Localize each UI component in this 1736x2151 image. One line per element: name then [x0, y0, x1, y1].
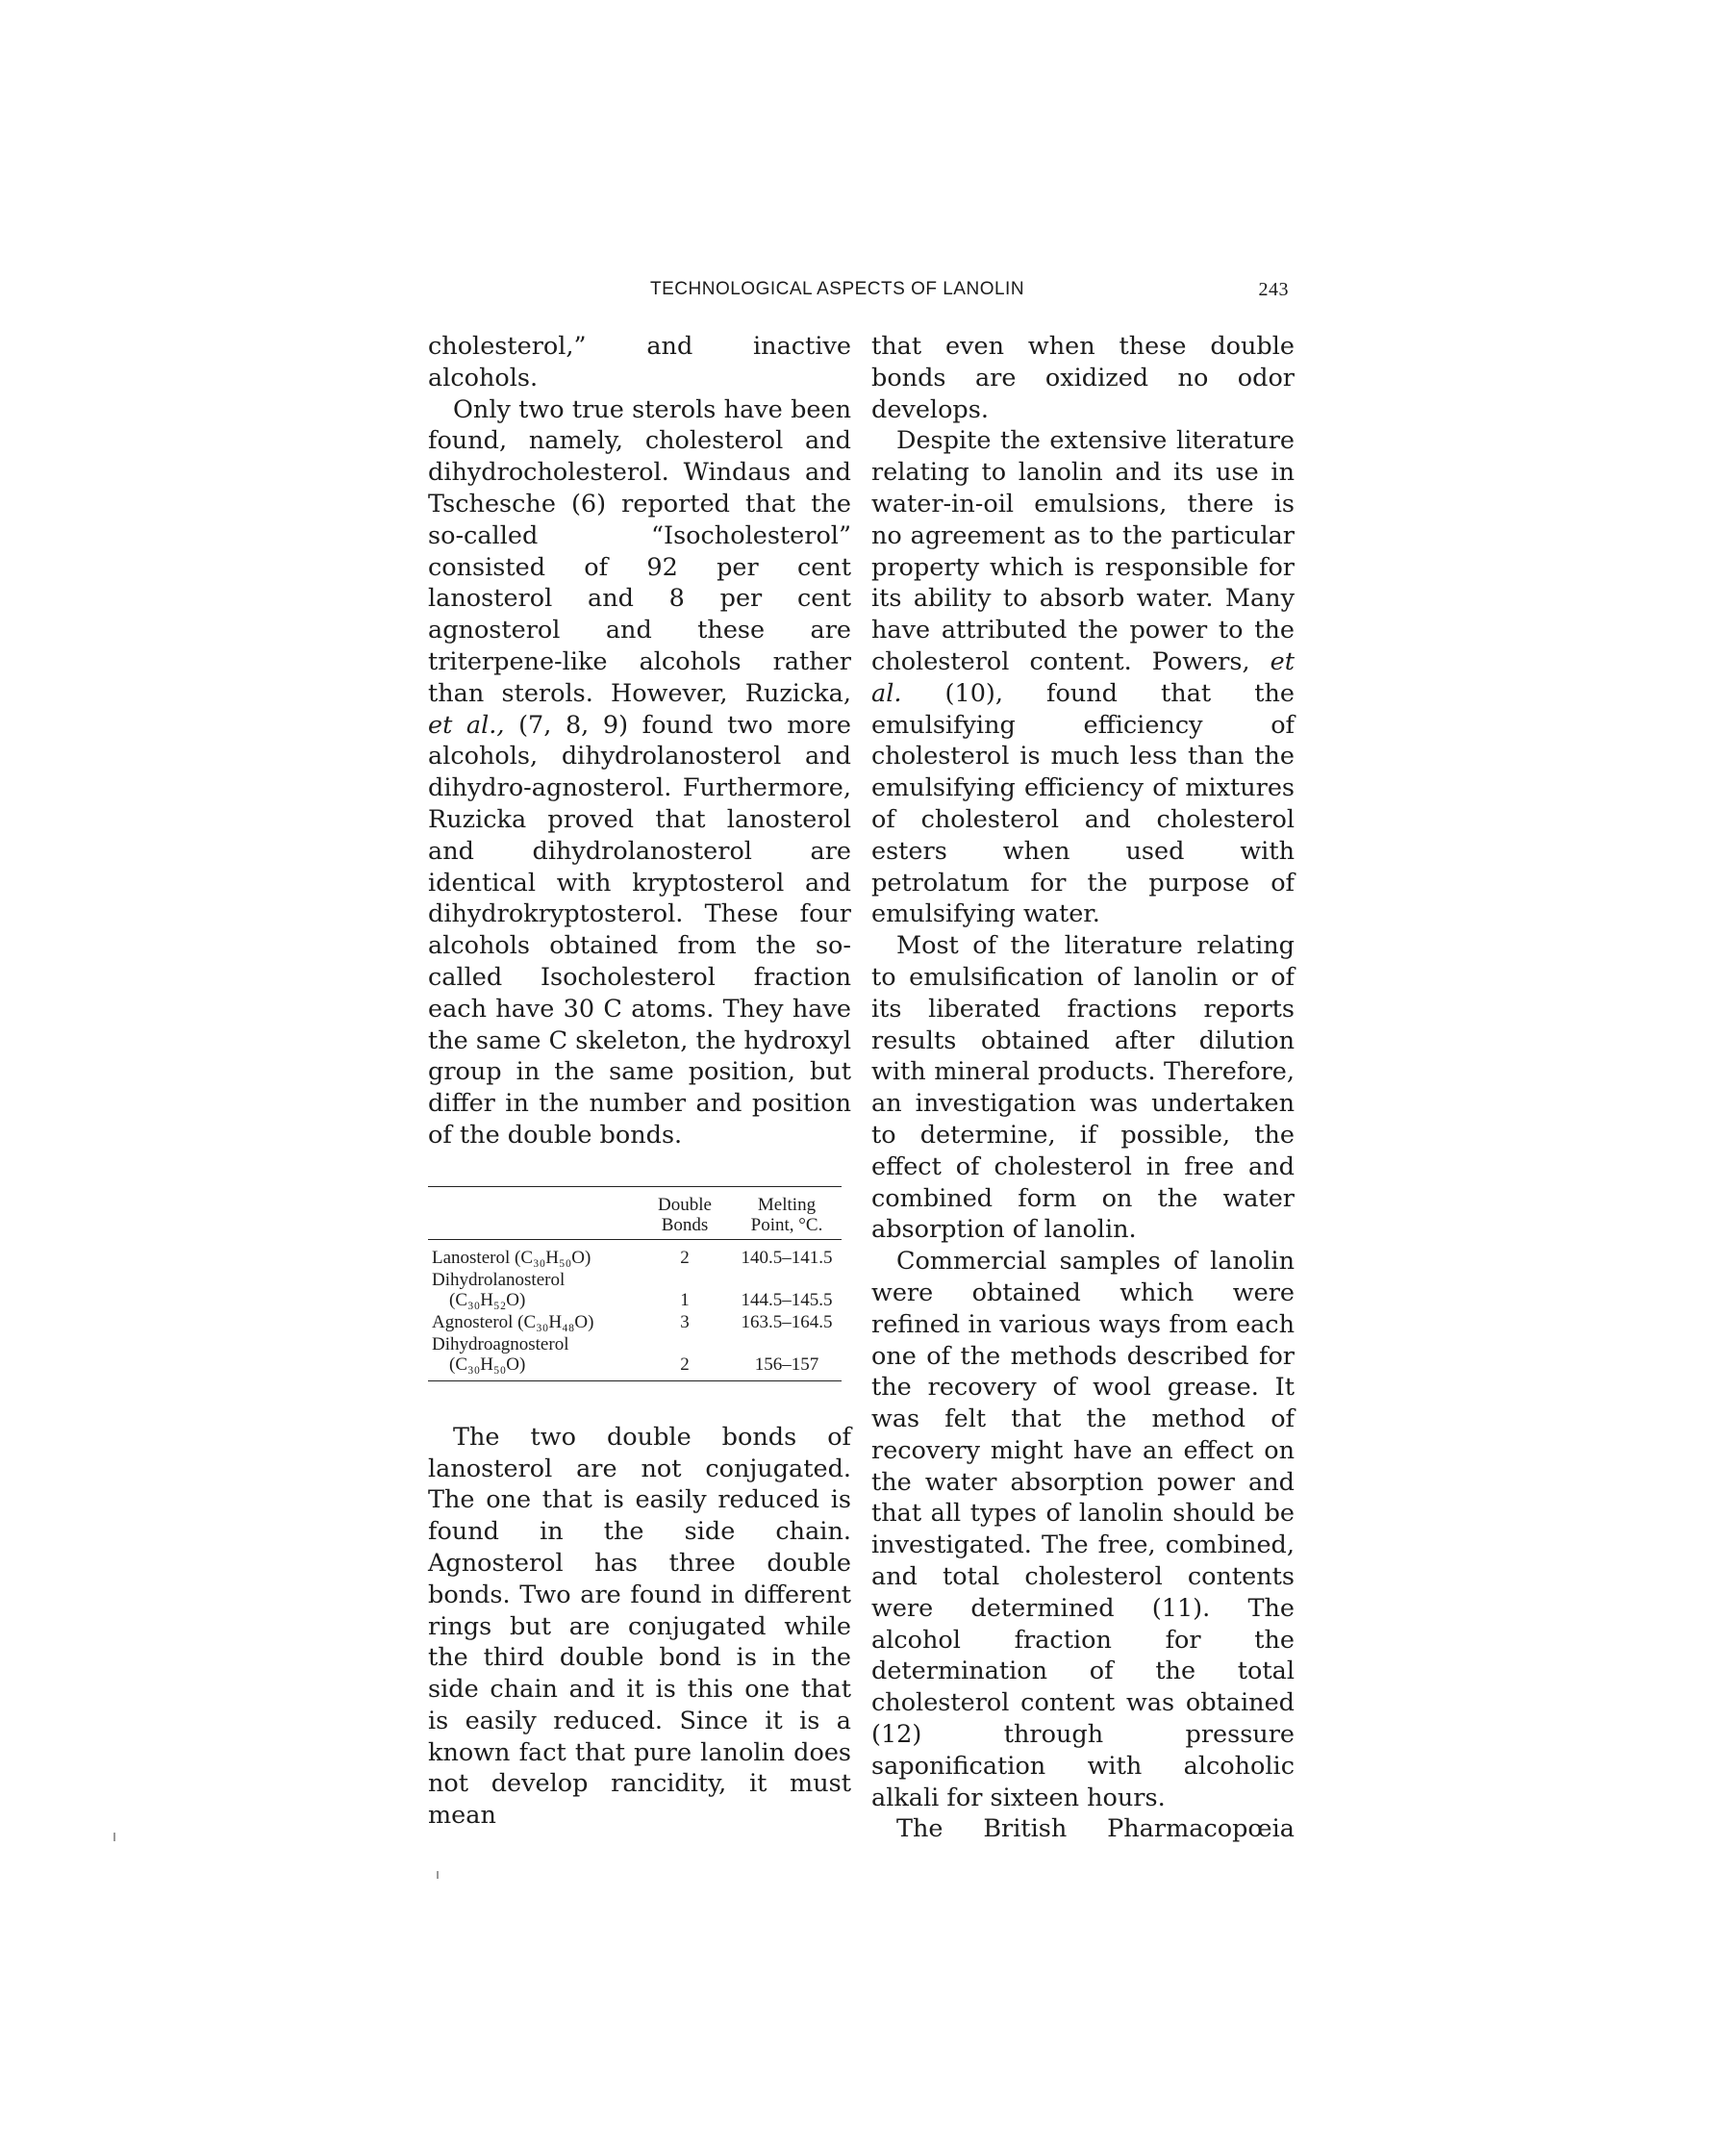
sterol-name-text: Dihydroagnosterol	[432, 1333, 569, 1354]
paragraph: that even when these double bonds are oxidized no odor develops.	[871, 332, 1295, 424]
paragraph-text: (10), found that the emulsifying efficiency of cholesterol is much less than the emulsifying efficiency of mixtures of cholesterol and cholesterol esters when used with petrolatum for the purpose of emulsifying water.	[871, 678, 1295, 929]
paragraph-text: Despite the extensive literature relating to lanolin and its use in water-in-oil emulsions, there is no agreement as to the particular property which is responsible for its ability to absorb water. Many have attributed the power to the cholesterol content. Powers,	[871, 426, 1295, 676]
double-bonds: 1	[680, 1289, 690, 1310]
table-header-cell: Melting Point, °C.	[750, 1194, 823, 1235]
melting-point: 163.5–164.5	[741, 1311, 833, 1332]
sterol-name	[428, 1239, 638, 1269]
paragraph: cholesterol,” and inactive alcohols.	[428, 332, 851, 392]
double-bonds: 2	[680, 1354, 690, 1375]
paragraph-text: Only two true sterols have been found, namely, cholesterol and dihydrocholesterol. Windaus and Tschesche (6) reported that the so-called “Isocholesterol” consisted of 92 per cent lanosterol and 8 per cent agnosterol and these are triterpene-like alcohols rather than sterols. However, Ruzicka,	[428, 394, 851, 708]
double-bonds: 3	[680, 1311, 690, 1332]
table-row	[428, 1239, 842, 1269]
right-column	[871, 331, 1295, 1845]
melting-point: 140.5–141.5	[741, 1247, 833, 1268]
melting-point: 144.5–145.5	[741, 1289, 833, 1310]
left-column	[428, 331, 851, 1832]
sterol-formula: (C₃₀H₅₀O)	[449, 1354, 526, 1375]
paragraph: Commercial samples of lanolin were obtained which were refined in various ways from each one of the methods described for the recovery of wool grease. It was felt that the method of recovery might have an effect on the water absorption power and that all types of lanolin should be investigated. The free, combined, and total cholesterol contents were determined (11). The alcohol fraction for the determination of the total cholesterol content was obtained (12) through pressure saponification with alcoholic alkali for sixteen hours.	[871, 1247, 1295, 1812]
sterol-name-text: Agnosterol (C₃₀H₄₈O)	[432, 1311, 594, 1332]
citation-italic: et al.	[871, 646, 1295, 708]
paragraph-text: (7, 8, 9) found two more alcohols, dihydrolanosterol and dihydro-agnosterol. Furthermore, Ruzicka proved that lanosterol and dihydrolanosterol are identical with kryptosterol and dihydrokryptosterol. These four alcohols obtained from the so-called Isocholesterol fraction each have 30 C atoms. They have the same C skeleton, the hydroxyl group in the same position, but differ in the number and position of the double bonds.	[428, 710, 852, 1150]
sterols-table	[428, 1186, 842, 1381]
table-header-cell	[428, 1186, 638, 1239]
sterol-name-text: Lanosterol (C₃₀H₅₀O)	[432, 1247, 591, 1268]
paragraph: The two double bonds of lanosterol are not conjugated. The one that is easily reduced is found in the side chain. Agnosterol has three double bonds. Two are found in different rings but are conjugated while the third double bond is in the side chain and it is this one that is easily reduced. Since it is a known fact that pure lanolin does not develop rancidity, it must mean	[428, 1422, 851, 1831]
paragraph: Most of the literature relating to emulsification of lanolin or of its liberated fractions reports results obtained after dilution with mineral products. Therefore, an investigation was undertaken to determine, if possible, the effect of cholesterol in free and combined form on the water absorption of lanolin.	[871, 931, 1295, 1245]
running-title: TECHNOLOGICAL ASPECTS OF LANOLIN	[650, 279, 1025, 299]
melting-point: 156–157	[754, 1354, 819, 1375]
citation-italic: et al.,	[428, 710, 505, 740]
paragraph	[428, 394, 851, 1151]
sterol-name-text: Dihydrolanosterol	[432, 1269, 566, 1290]
table-header-row	[428, 1186, 842, 1239]
scan-speck	[437, 1871, 439, 1879]
table-row	[428, 1311, 842, 1333]
table-row	[428, 1333, 842, 1381]
paragraph	[871, 425, 1295, 930]
sterol-name	[428, 1269, 638, 1311]
scan-speck	[113, 1833, 115, 1841]
sterol-formula: (C₃₀H₅₂O)	[449, 1289, 526, 1310]
sterol-name	[428, 1311, 638, 1333]
page-number: 243	[1258, 279, 1289, 300]
double-bonds: 2	[680, 1247, 690, 1268]
table-row	[428, 1269, 842, 1311]
sterol-name	[428, 1333, 638, 1381]
table-header-cell: Double Bonds	[658, 1194, 712, 1235]
paragraph: The British Pharmacopœia	[896, 1814, 1295, 1844]
